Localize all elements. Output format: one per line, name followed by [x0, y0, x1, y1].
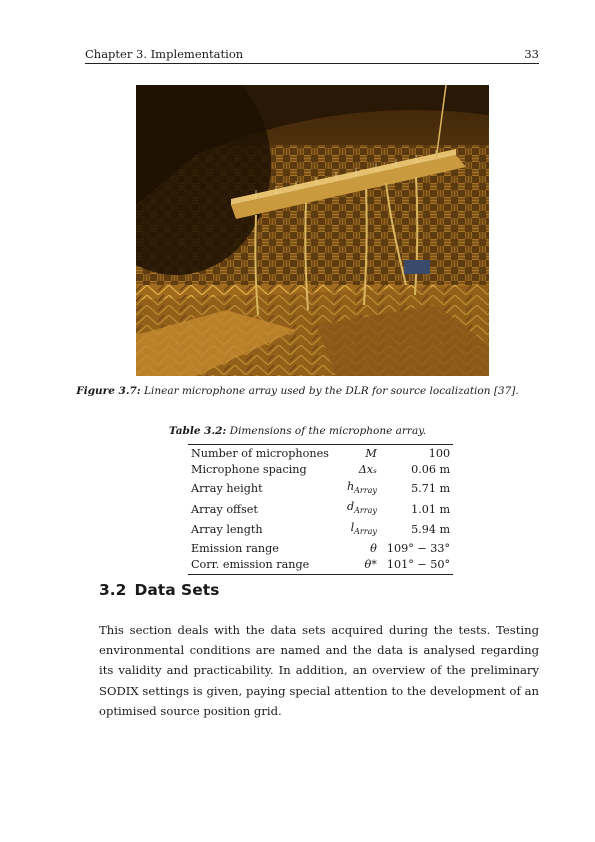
table-row — [188, 541, 453, 557]
figure-caption-text: Linear microphone array used by the DLR for source localization [37]. — [144, 385, 519, 397]
table-row — [188, 557, 453, 574]
row-value: 5.94 m — [411, 523, 451, 537]
row-name: Microphone spacing — [191, 463, 307, 477]
dimensions-table — [188, 444, 453, 575]
row-symbol: $h_{Array}$ — [346, 479, 377, 496]
row-symbol: $d_{Array}$ — [346, 500, 377, 516]
body-paragraph: This section deals with the data sets acquired during the tests. Testing environmental conditions are named and the data is analysed regarding its validity and practicability. In addition, an overview of the preliminary SODIX settings is given, paying special attention to the development of an optimised source position grid. — [99, 623, 539, 718]
row-value: 0.06 m — [411, 463, 451, 477]
row-name: Array offset — [191, 502, 258, 516]
table-row — [188, 499, 453, 520]
microphone-array-photo — [136, 85, 489, 376]
row-name: Emission range — [191, 541, 279, 555]
table-row — [188, 479, 453, 500]
table-label: Table 3.2: — [168, 425, 227, 437]
row-value: 5.71 m — [411, 481, 451, 495]
row-value: 101° − 50° — [386, 558, 451, 572]
row-symbol: θ — [370, 541, 377, 555]
table-caption-text: Dimensions of the microphone array. — [229, 425, 427, 437]
table-row — [188, 462, 453, 478]
row-name: Array height — [191, 481, 263, 495]
table-row — [188, 520, 453, 541]
section-number: 3.2 — [99, 581, 127, 599]
figure-label: Figure 3.7: — [76, 385, 141, 397]
row-value: 1.01 m — [411, 502, 451, 516]
table-row — [188, 445, 453, 463]
section-heading — [99, 581, 219, 599]
table-caption — [0, 425, 595, 437]
row-symbol: θ* — [364, 558, 377, 572]
chapter-title: Chapter 3. Implementation — [85, 47, 244, 61]
figure-caption — [0, 385, 595, 397]
row-symbol: Δxₛ — [358, 463, 377, 477]
row-symbol: $l_{Array}$ — [350, 521, 377, 537]
row-name: Corr. emission range — [191, 558, 310, 572]
row-symbol: M — [365, 447, 377, 460]
row-value: 100 — [428, 447, 451, 460]
running-head — [85, 47, 539, 64]
section-title: Data Sets — [134, 581, 220, 599]
row-value: 109° − 33° — [386, 541, 451, 555]
row-name: Number of microphones — [191, 447, 329, 460]
page-number: 33 — [524, 47, 539, 61]
row-name: Array length — [191, 523, 263, 537]
